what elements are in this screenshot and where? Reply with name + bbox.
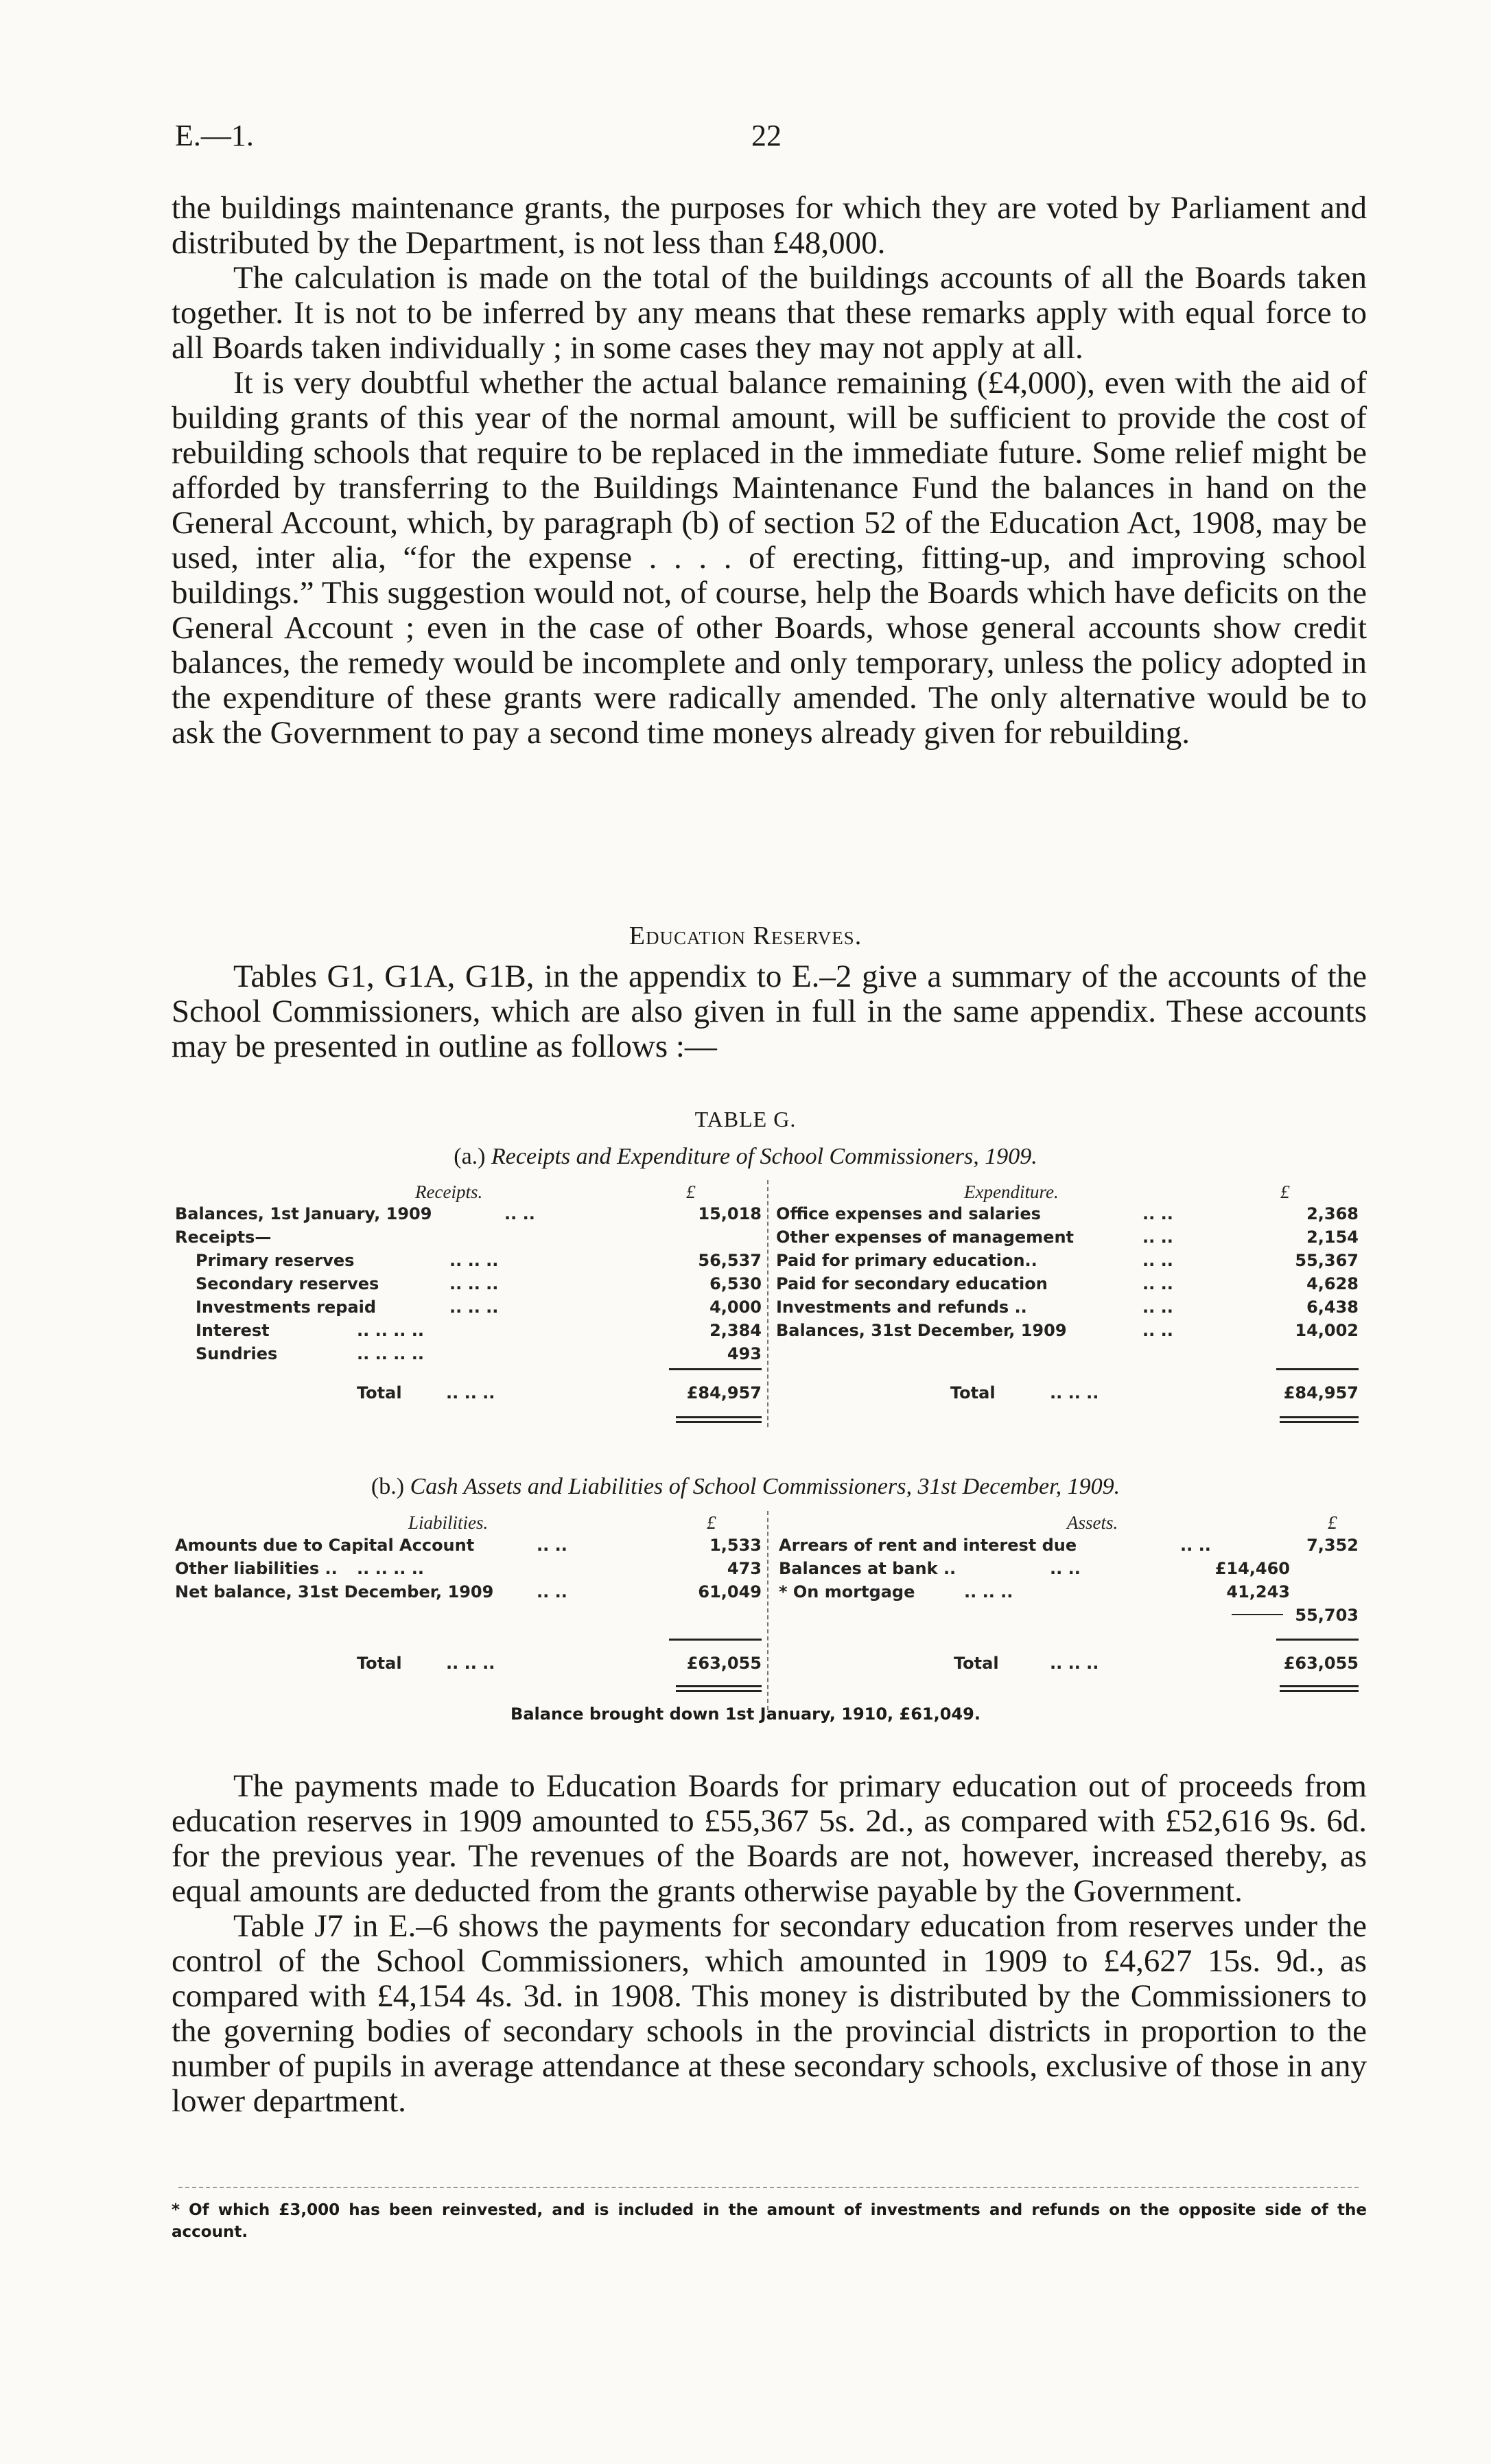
paragraph: The payments made to Education Boards for primary education out of proceeds from education reserves in 1909 amounted to £55,367 5s. 2d., as compared with £52,616 9s. 6d. for the previous year. The revenues of the Boards are not, however, increased thereby, as equal amounts are deducted from the grants otherwise payable by the Government. [172, 1768, 1367, 1909]
table-row: Net balance, 31st December, 1909 [175, 1582, 494, 1601]
table-row: Balances, 1st January, 1909 [175, 1204, 432, 1223]
table-cell-value: 493 [727, 1344, 762, 1363]
subtotal-rule [669, 1639, 762, 1641]
table-b-left-head: Liabilities. [408, 1512, 489, 1533]
table-cell-value: 6,438 [1306, 1298, 1359, 1317]
table-row: Other expenses of management [776, 1228, 1075, 1247]
leader-dots: .. .. .. [449, 1274, 499, 1293]
paragraph: Table J7 in E.–6 shows the payments for secondary education from reserves under the control of the School Commissioners, which amounted in 1909 to £4,627 15s. 9d., as compared with £4,154 4s. 3d. in 1908. This money is distributed by the Commissioners to the governing bodies of secondary schools in the provincial districts in proportion to the number of pupils in average attendance at these secondary schools, exclusive of those in any lower department. [172, 1908, 1367, 2119]
leader-dots: .. .. [1142, 1321, 1173, 1340]
leader-dots: .. .. .. .. [357, 1559, 425, 1578]
table-b-caption-text: Cash Assets and Liabilities of School Commissioners, 31st December, 1909. [410, 1474, 1120, 1499]
leader-dots: .. .. [1142, 1251, 1173, 1270]
table-row: Other liabilities .. [175, 1559, 338, 1578]
table-a-right-head: Expenditure. [964, 1182, 1059, 1202]
paragraph: It is very doubtful whether the actual balance remaining (£4,000), even with the aid of building grants of this year of the normal amount, will be sufficient to provide the cost of rebuilding schools that require to be replaced in the immediate future. Some relief might be afforded by transferring to the Buildings Maintenance Fund the balances in hand on the General Account, which, by paragraph (b) of section 52 of the Education Act, 1908, may be used, inter alia, “for the expense . . . . of erecting, fitting-up, and improving school buildings.” This suggestion would not, of course, help the Boards which have deficits on the General Account ; even in the case of other Boards, whose general accounts show credit balances, the remedy would be incomplete and only temporary, unless the policy adopted in the expenditure of these grants were radically amended. The only alternative would be to ask the Government to pay a second time moneys already given for rebuilding. [172, 365, 1367, 751]
table-b-right-head: Assets. [1067, 1512, 1118, 1533]
total-label: Total [357, 1654, 402, 1673]
leader-dots: .. .. [1142, 1274, 1173, 1293]
leader-dots: .. .. .. [446, 1383, 495, 1403]
section-heading: Education Reserves. [629, 922, 862, 950]
table-a-caption-prefix: (a.) [454, 1144, 486, 1169]
subtotal-rule [1276, 1639, 1359, 1641]
balance-note: Balance brought down 1st January, 1910, £61,049. [510, 1704, 981, 1724]
table-row: Investments repaid [196, 1298, 377, 1317]
leader-dots: .. .. .. [446, 1654, 495, 1673]
paragraph: the buildings maintenance grants, the purposes for which they are voted by Parliament and distributed by the Department, is not less than £48,000. [172, 190, 1367, 261]
leader-dots: .. .. .. [1050, 1654, 1099, 1673]
total-value: £63,055 [686, 1654, 762, 1673]
total-label: Total [954, 1654, 999, 1673]
table-cell-value: 55,367 [1295, 1251, 1359, 1270]
document-code: E.—1. [175, 119, 254, 152]
leader-dots: .. .. [1050, 1559, 1081, 1578]
footnote-rule [178, 2187, 1359, 2188]
table-row: * On mortgage [779, 1582, 915, 1601]
leader-dots: .. .. .. [964, 1582, 1013, 1601]
leader-dots: .. .. [1142, 1228, 1173, 1247]
leader-dots: .. .. .. .. [357, 1344, 425, 1363]
leader-dots: .. .. [537, 1536, 567, 1555]
table-row: Amounts due to Capital Account [175, 1536, 475, 1555]
paragraph: The calculation is made on the total of the buildings accounts of all the Boards taken together. It is not to be inferred by any means that these remarks apply with equal force to all Boards taken individually ; in some cases they may not apply at all. [172, 260, 1367, 366]
leader-dots: .. .. [1142, 1298, 1173, 1317]
table-row: Balances at bank .. [779, 1559, 956, 1578]
table-b-divider [767, 1511, 768, 1710]
leader-dots: .. .. .. [1050, 1383, 1099, 1403]
page-number: 22 [751, 119, 782, 152]
table-row: Investments and refunds .. [776, 1298, 1027, 1317]
total-label: Total [357, 1383, 402, 1403]
table-row: Arrears of rent and interest due [779, 1536, 1077, 1555]
table-cell-value: 55,703 [1295, 1606, 1359, 1625]
table-cell-value: 1,533 [709, 1536, 762, 1555]
table-cell-value: 473 [727, 1559, 762, 1578]
body-text-bottom [172, 1769, 1367, 2119]
table-a-caption-text: Receipts and Expenditure of School Commissioners, 1909. [491, 1144, 1037, 1169]
total-value: £84,957 [686, 1383, 762, 1403]
table-a-left-head: Receipts. [415, 1182, 483, 1202]
leader-dots: .. .. [504, 1204, 535, 1223]
paragraph: Tables G1, G1A, G1B, in the appendix to E.–2 give a summary of the accounts of the School Commissioners, which are also given in full in the same appendix. These accounts may be presented in outline as follows :— [172, 959, 1367, 1064]
table-title: TABLE G. [694, 1107, 797, 1131]
table-row: Paid for secondary education [776, 1274, 1048, 1293]
total-value: £63,055 [1283, 1654, 1359, 1673]
table-cell-value: 56,537 [698, 1251, 762, 1270]
table-cell-value: 2,384 [709, 1321, 762, 1340]
table-row: Primary reserves [196, 1251, 355, 1270]
table-row: Balances, 31st December, 1909 [776, 1321, 1067, 1340]
total-label: Total [950, 1383, 996, 1403]
leader-dots: .. .. .. [449, 1251, 499, 1270]
table-cell-value: 2,368 [1306, 1204, 1359, 1223]
total-value: £84,957 [1283, 1383, 1359, 1403]
table-cell-value: 15,018 [698, 1204, 762, 1223]
leader-dots: .. .. .. .. [357, 1321, 425, 1340]
table-b-left-currency: £ [707, 1512, 716, 1533]
table-row: Secondary reserves [196, 1274, 379, 1293]
total-double-rule [676, 1685, 762, 1687]
table-cell-value: 4,000 [709, 1298, 762, 1317]
table-row: Office expenses and salaries [776, 1204, 1041, 1223]
table-cell-value: 61,049 [698, 1582, 762, 1601]
table-b-caption-prefix: (b.) [371, 1474, 405, 1499]
table-row: Sundries [196, 1344, 278, 1363]
table-cell-value: 2,154 [1306, 1228, 1359, 1247]
total-double-rule [1280, 1685, 1359, 1687]
footnote: * Of which £3,000 has been reinvested, and is included in the amount of investments and refunds on the opposite side of the account. [172, 2201, 1367, 2241]
table-cell-subvalue: £14,460 [1214, 1559, 1290, 1578]
table-cell-value: 6,530 [709, 1274, 762, 1293]
leader-dots: .. .. .. [449, 1298, 499, 1317]
table-cell-value: 14,002 [1295, 1321, 1359, 1340]
table-cell-value: 4,628 [1306, 1274, 1359, 1293]
table-row: Receipts— [175, 1228, 272, 1247]
table-a-left-currency: £ [686, 1182, 696, 1202]
table-row: Paid for primary education.. [776, 1251, 1037, 1270]
leader-dots: .. .. [1142, 1204, 1173, 1223]
table-b-right-currency: £ [1328, 1512, 1337, 1533]
leader-dots: .. .. [537, 1582, 567, 1601]
table-a-right-currency: £ [1280, 1182, 1290, 1202]
table-cell-subvalue: 41,243 [1226, 1582, 1290, 1601]
table-cell-value: 7,352 [1306, 1536, 1359, 1555]
leader-dots: .. .. [1180, 1536, 1211, 1555]
table-row: Interest [196, 1321, 270, 1340]
